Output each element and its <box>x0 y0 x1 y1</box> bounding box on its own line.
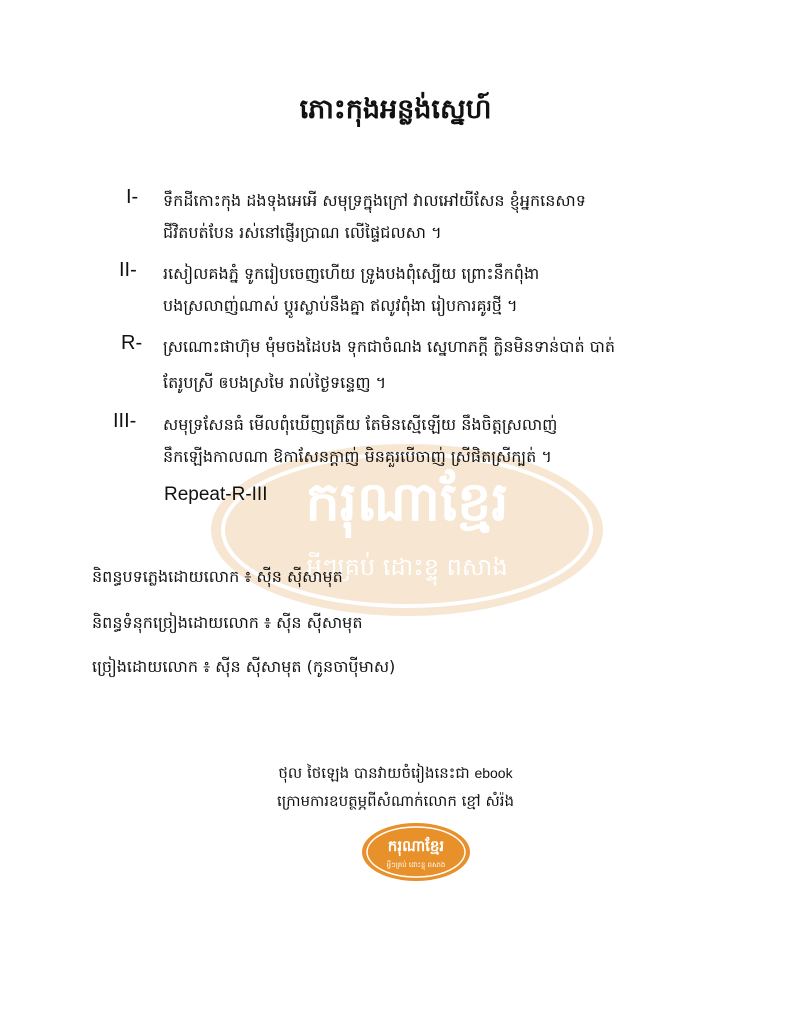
logo-main-text: ករុណាខ្មែរ <box>387 837 445 855</box>
verse-marker: R- <box>121 332 143 354</box>
repeat-instruction: Repeat-R-III <box>164 484 268 505</box>
music-composer-credit: និពន្ធបទភ្លេងដោយលោក ៖ ស៊ីន ស៊ីសាមុត <box>92 567 343 586</box>
logo-sub-text: អ្វីៗគ្រប់ ដោះខ្ទុ ពសាង <box>386 861 446 869</box>
ebook-label: ebook <box>474 765 513 781</box>
verse-line: ជីវិតបត់បែន រស់នៅផ្ញើរប្រាណ លើផ្ទៃជលសា ។ <box>163 223 442 242</box>
song-title: ភោះកុងអន្លង់ស្នេហ៍ <box>299 94 492 125</box>
verse-line: ស្រណោះផាហ៊ុម មុំមចងដៃបង ទុកជាចំណង ស្នេហាភក្តី ក្លិនមិនទាន់បាត់ បាត់ <box>163 337 616 356</box>
verse-marker: I- <box>126 186 139 208</box>
verse-line: សមុទ្រសែនធំ មើលពុំឃើញត្រើយ តែមិនស្មើឡើយ នឹងចិត្តស្រលាញ់ <box>163 415 558 434</box>
ebook-typist-credit <box>0 764 791 786</box>
sponsor-credit: ក្រោមការឧបត្ថម្ភពីសំណាក់លោក ខ្មៅ សំរ៉ង <box>276 792 515 810</box>
verse-marker: III- <box>113 410 137 432</box>
singer-credit: ច្រៀងដោយលោក ៖ ស៊ីន ស៊ីសាមុត (កូនចាប៉ីមាស) <box>92 657 396 676</box>
verse-marker: II- <box>119 259 137 281</box>
watermark-main-text: ករុណាខ្មែរ <box>305 470 509 533</box>
verse-line: ទឹកដីកោះកុង ដងទុងអេអើ សមុទ្រក្នុងក្រៅ វាលអៅយីសែន ខ្ញុំអ្នកនេសាទ <box>163 191 586 210</box>
lyricist-credit: និពន្ធទំនុកច្រៀងដោយលោក ៖ ស៊ីន ស៊ីសាមុត <box>92 613 363 632</box>
karuna-khmer-logo <box>361 822 471 882</box>
verse-line: តែរូបស្រី ឲបងស្រមៃ រាល់ថ្ងៃទន្ទេញ ។ <box>163 373 387 392</box>
verse-line: បងស្រលាញ់ណាស់ ប្តូរស្លាប់នឹងគ្នា ឥលូវពុំងា រៀបការគូរថ្មី ។ <box>163 296 518 315</box>
ebook-typist-text: ថុល ថៃឡេង បានវាយចំរៀងនេះជា <box>278 764 470 782</box>
verse-line: រសៀលគងភ្នំ ទូករៀបចេញហើយ ទ្រូងបងពុំស្បើយ ព្រោះនឹកពុំងា <box>163 264 540 283</box>
verse-line: នឹកឡើងកាលណា ឱកាសែនក្តាញ់ មិនគួរបើចាញ់ ស្រីផិតស្រីក្បត់ ។ <box>163 447 552 466</box>
watermark-sub-text: អ្វីៗគ្រប់ ដោះខ្ទុ ពសាង <box>306 553 508 581</box>
